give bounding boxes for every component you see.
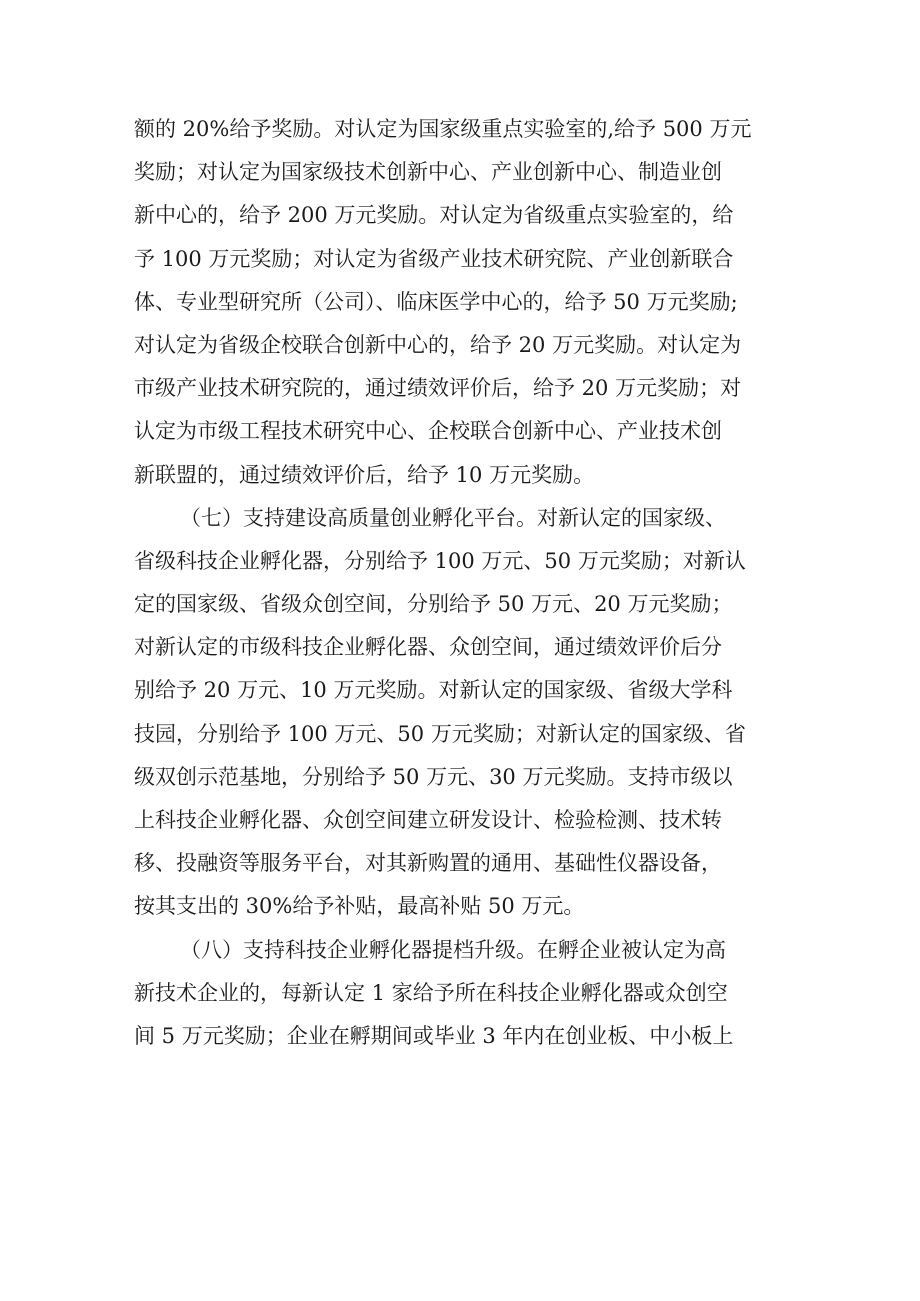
text-line: 级双创示范基地，分别给予 50 万元、30 万元奖励。支持市级以 — [134, 764, 733, 789]
text-line: 省级科技企业孵化器，分别给予 100 万元、50 万元奖励；对新认 — [134, 548, 746, 573]
text-line: 定的国家级、省级众创空间，分别给予 50 万元、20 万元奖励； — [134, 592, 733, 617]
text-line: 移、投融资等服务平台，对其新购置的通用、基础性仪器设备， — [134, 851, 722, 876]
document-body — [0, 108, 920, 1058]
text-line: 上科技企业孵化器、众创空间建立研发设计、检验检测、技术转 — [134, 808, 722, 832]
section-heading-line: （七）支持建设高质量创业孵化平台。对新认定的国家级、 — [180, 505, 726, 530]
text-line: 认定为市级工程技术研究中心、企校联合创新中心、产业技术创 — [134, 419, 722, 444]
text-line: 予 100 万元奖励；对认定为省级产业技术研究院、产业创新联合 — [134, 246, 734, 271]
text-line: 间 5 万元奖励；企业在孵期间或毕业 3 年内在创业板、中小板上 — [134, 1023, 734, 1048]
text-line: 新中心的，给予 200 万元奖励。对认定为省级重点实验室的，给 — [134, 203, 734, 228]
text-line: 对认定为省级企校联合创新中心的，给予 20 万元奖励。对认定为 — [134, 332, 742, 357]
text-line: 额的 20%给予奖励。对认定为国家级重点实验室的,给予 500 万元 — [134, 117, 752, 141]
text-line: 体、专业型研究所（公司）、临床医学中心的，给予 50 万元奖励; — [134, 289, 738, 314]
text-line: 奖励；对认定为国家级技术创新中心、产业创新中心、制造业创 — [134, 160, 722, 185]
text-line: 技园，分别给予 100 万元、50 万元奖励；对新认定的国家级、省 — [134, 721, 746, 746]
text-line: 别给予 20 万元、10 万元奖励。对新认定的国家级、省级大学科 — [134, 678, 733, 703]
text-line: 对新认定的市级科技企业孵化器、众创空间，通过绩效评价后分 — [134, 635, 722, 660]
text-line: 按其支出的 30%给予补贴，最高补贴 50 万元。 — [134, 894, 585, 919]
text-line: 市级产业技术研究院的，通过绩效评价后，给予 20 万元奖励；对 — [134, 376, 742, 401]
text-line: 新联盟的，通过绩效评价后，给予 10 万元奖励。 — [134, 462, 595, 487]
section-heading-line: （八）支持科技企业孵化器提档升级。在孵企业被认定为高 — [180, 937, 726, 962]
text-line: 新技术企业的，每新认定 1 家给予所在科技企业孵化器或众创空 — [134, 980, 728, 1005]
